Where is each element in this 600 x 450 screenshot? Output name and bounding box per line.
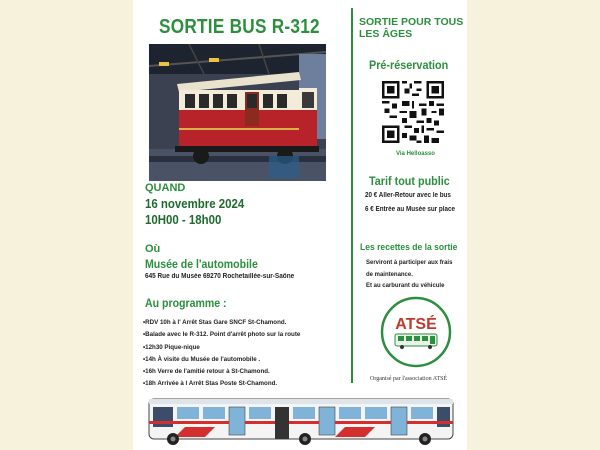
qr-code-icon[interactable] [382,81,444,143]
proceeds-heading: Les recettes de la sortie [360,242,458,253]
venue-name: Musée de l'automobile [145,257,258,271]
proceeds-line: Serviront à participer aux frais [366,259,453,266]
event-poster [133,0,467,450]
audience-heading [359,16,463,40]
audience-line: SORTIE POUR TOUS [359,16,464,28]
event-date: 16 novembre 2024 [145,196,245,211]
tram-photo [149,44,326,181]
audience-line: LES ÂGES [359,28,413,40]
where-heading: Où [145,243,161,255]
atse-logo [380,296,452,368]
price-line: 20 € Aller-Retour avec le bus [365,192,451,199]
program-item: •18h Arrivée à l Arrêt Stas Poste St-Chamond. [143,380,278,388]
program-item: •RDV 10h à l' Arrêt Stas Gare SNCF St-Chamond. [143,319,287,326]
program-item: •16h Verre de l'amitié retour à St-Chamond. [143,368,270,376]
column-divider [351,8,353,383]
proceeds-line: de maintenance. [366,270,413,278]
organizer-credit: Organisé par l'association ATSÉ [370,376,448,382]
reservation-heading: Pré-réservation [369,58,449,72]
poster-title: SORTIE BUS R-312 [159,16,320,38]
when-heading: QUAND [145,182,186,194]
program-item: •12h30 Pique-nique [143,343,200,351]
bus-illustration [145,393,457,447]
via-helloasso: Via Helloasso [396,151,435,157]
program-list [143,317,300,391]
price-line: 6 € Entrée au Musée sur place [365,206,455,213]
event-hours: 10H00 - 18h00 [145,212,222,227]
program-heading: Au programme : [145,296,227,310]
program-item: •Balade avec le R-312. Point d'arrêt photo sur la route [143,331,301,339]
program-item: •14h À visite du Musée de l'automobile . [143,355,261,363]
logo-text: ATSÉ [395,316,437,333]
proceeds-line: Et au carburant du véhicule [366,282,445,289]
price-heading: Tarif tout public [369,174,450,188]
proceeds-text [366,257,452,292]
venue-address: 645 Rue du Musée 69270 Rochetaillée-sur-Saône [145,273,295,280]
